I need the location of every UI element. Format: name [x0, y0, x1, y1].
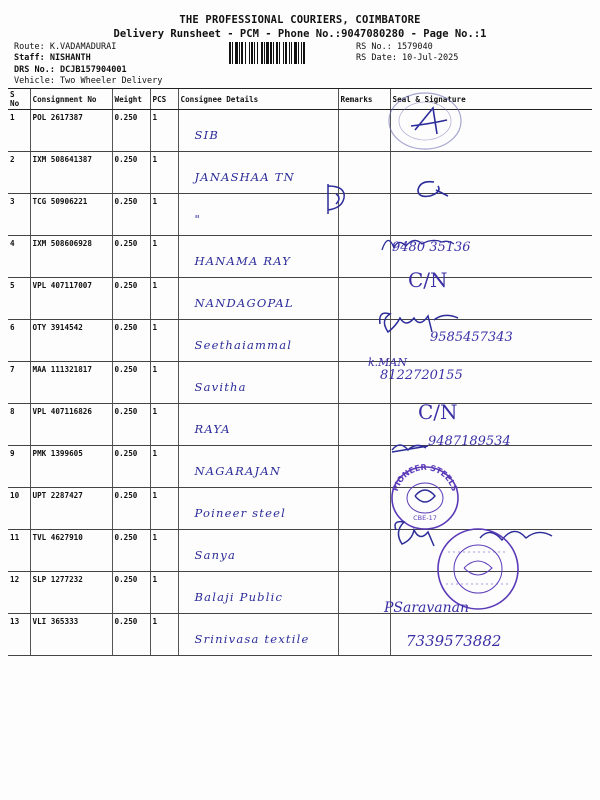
consignee-handwriting: Poineer steel	[194, 506, 286, 520]
cell-consignment-no: IXM 508606928	[30, 236, 112, 278]
table-row	[8, 278, 592, 320]
cell-pcs: 1	[150, 194, 178, 236]
cell-consignee	[178, 530, 338, 572]
table-header-row	[8, 89, 592, 110]
cell-pcs: 1	[150, 278, 178, 320]
cell-consignee	[178, 614, 338, 656]
consignee-handwriting: "	[194, 212, 201, 226]
barcode-bar	[254, 42, 255, 64]
document-subtitle: Delivery Runsheet - PCM - Phone No.:9047080280 - Page No.:1	[113, 28, 487, 40]
staff-label: Staff: NISHANTH	[14, 53, 91, 63]
cell-consignment-no: VLI 365333	[30, 614, 112, 656]
signature-row9	[390, 438, 430, 458]
cell-consignment-no: TCG 50906221	[30, 194, 112, 236]
consignee-handwriting: SIB	[194, 128, 219, 142]
consignee-handwriting: NANDAGOPAL	[194, 296, 294, 310]
cell-consignment-no: TVL 4627910	[30, 530, 112, 572]
cell-sno: 12	[8, 572, 30, 614]
cell-consignee	[178, 404, 338, 446]
col-header-pcs: PCS	[150, 89, 178, 110]
cell-weight: 0.250	[112, 404, 150, 446]
cell-consignee	[178, 110, 338, 152]
stamp-text-bottom: CBE-17	[413, 514, 437, 522]
consignee-handwriting: HANAMA RAY	[194, 254, 292, 268]
cell-consignment-no: IXM 508641387	[30, 152, 112, 194]
barcode-bar	[283, 42, 284, 64]
barcode-bar	[257, 42, 258, 64]
barcode-bar	[245, 42, 246, 64]
barcode-bar	[235, 42, 238, 64]
cell-consignment-no: VPL 407116826	[30, 404, 112, 446]
svg-text:PIONEER STEELS	[391, 463, 459, 493]
table-row	[8, 236, 592, 278]
name-row7: k.MAN	[368, 356, 407, 369]
cell-sno: 9	[8, 446, 30, 488]
cell-consignee	[178, 152, 338, 194]
barcode-bar	[249, 42, 250, 64]
cell-sno: 11	[8, 530, 30, 572]
cell-weight: 0.250	[112, 530, 150, 572]
consignee-handwriting: NAGARAJAN	[194, 464, 282, 478]
barcode-bar	[301, 42, 302, 64]
barcode-bar	[232, 42, 233, 64]
col-header-seal: Seal & Signature	[390, 89, 592, 110]
cell-sno: 4	[8, 236, 30, 278]
cell-consignment-no: PMK 1399605	[30, 446, 112, 488]
cell-pcs: 1	[150, 572, 178, 614]
cell-consignee	[178, 194, 338, 236]
barcode-bar	[229, 42, 231, 64]
drs-number: DRS No.: DCJB157904001	[14, 65, 127, 75]
barcode-bar	[289, 42, 290, 64]
cell-consignment-no: POL 2617387	[30, 110, 112, 152]
table-row	[8, 194, 592, 236]
cell-weight: 0.250	[112, 152, 150, 194]
cell-pcs: 1	[150, 362, 178, 404]
rs-date: RS Date: 10-Jul-2025	[356, 53, 459, 63]
rs-number: RS No.: 1579040	[356, 42, 433, 52]
cell-consignee	[178, 236, 338, 278]
cell-pcs: 1	[150, 614, 178, 656]
barcode-bar	[285, 42, 287, 64]
signature-row2-flourish	[322, 180, 352, 218]
consignee-handwriting: Savitha	[194, 380, 247, 394]
barcode-bar	[298, 42, 299, 64]
cell-consignment-no: UPT 2287427	[30, 488, 112, 530]
col-header-weight: Weight	[112, 89, 150, 110]
barcode-bar	[239, 42, 240, 64]
cell-pcs: 1	[150, 488, 178, 530]
consignee-handwriting: Srinivasa textile	[194, 632, 310, 646]
cell-remarks	[338, 110, 390, 152]
barcode-bar	[261, 42, 263, 64]
cell-consignee	[178, 488, 338, 530]
barcode-bar	[291, 42, 292, 64]
phone-row6: 9585457343	[430, 330, 513, 345]
barcode-bar	[273, 42, 274, 64]
cell-consignee	[178, 362, 338, 404]
consignee-handwriting: RAYA	[194, 422, 231, 436]
cell-remarks	[338, 404, 390, 446]
phone-row13: 7339573882	[406, 632, 502, 650]
cell-remarks	[338, 572, 390, 614]
cell-remarks	[338, 446, 390, 488]
cell-sno: 10	[8, 488, 30, 530]
barcode-bar	[294, 42, 297, 64]
barcode-bar	[241, 42, 243, 64]
cell-sno: 1	[8, 110, 30, 152]
cell-consignment-no: MAA 111321817	[30, 362, 112, 404]
cell-sno: 5	[8, 278, 30, 320]
cell-consignee	[178, 446, 338, 488]
cell-remarks	[338, 488, 390, 530]
barcode-bar	[276, 42, 278, 64]
route-label: Route: K.VADAMADURAI	[14, 42, 117, 52]
cell-weight: 0.250	[112, 110, 150, 152]
cell-weight: 0.250	[112, 488, 150, 530]
cell-consignee	[178, 278, 338, 320]
cell-consignment-no: VPL 407117007	[30, 278, 112, 320]
cell-weight: 0.250	[112, 194, 150, 236]
consignee-handwriting: Sanya	[194, 548, 236, 562]
cell-pcs: 1	[150, 404, 178, 446]
phone-row4: 9480 35136	[392, 240, 471, 255]
cell-sno: 7	[8, 362, 30, 404]
cell-weight: 0.250	[112, 278, 150, 320]
table-row	[8, 362, 592, 404]
phone-row9: 9487189534	[428, 434, 511, 449]
cell-sno: 6	[8, 320, 30, 362]
cell-pcs: 1	[150, 236, 178, 278]
cell-pcs: 1	[150, 152, 178, 194]
name-row13: PSaravanan	[384, 600, 470, 616]
consignee-handwriting: Balaji Public	[194, 590, 284, 604]
cell-consignment-no: OTY 3914542	[30, 320, 112, 362]
barcode-bar	[251, 42, 253, 64]
vehicle-label: Vehicle: Two Wheeler Delivery	[14, 76, 163, 86]
cell-weight: 0.250	[112, 320, 150, 362]
barcode-bar	[279, 42, 280, 64]
col-header-consignment: Consignment No	[30, 89, 112, 110]
barcode-bar	[264, 42, 265, 64]
col-header-sno: S No	[8, 89, 30, 110]
cell-consignee	[178, 320, 338, 362]
cell-sno: 8	[8, 404, 30, 446]
table-row	[8, 446, 592, 488]
cell-sno: 13	[8, 614, 30, 656]
cn-row8: C/N	[418, 400, 458, 424]
cell-consignment-no: SLP 1277232	[30, 572, 112, 614]
cell-remarks	[338, 530, 390, 572]
phone-row7: 8122720155	[380, 368, 463, 383]
cell-pcs: 1	[150, 530, 178, 572]
seal-stamp-row1	[385, 90, 465, 152]
table-row	[8, 152, 592, 194]
signature-row3	[412, 176, 452, 202]
stamp-text-top: PIONEER STEELS	[390, 462, 460, 493]
cell-weight: 0.250	[112, 572, 150, 614]
cell-pcs: 1	[150, 110, 178, 152]
col-header-consignee: Consignee Details	[178, 89, 338, 110]
col-header-remarks: Remarks	[338, 89, 390, 110]
table-row	[8, 110, 592, 152]
barcode-bar	[270, 42, 272, 64]
cell-remarks	[338, 614, 390, 656]
cell-weight: 0.250	[112, 446, 150, 488]
consignee-handwriting: JANASHAA TN	[194, 170, 295, 184]
document-title: THE PROFESSIONAL COURIERS, COIMBATORE	[179, 14, 421, 26]
barcode-bar	[303, 42, 305, 64]
cn-row5: C/N	[408, 268, 448, 292]
cell-pcs: 1	[150, 320, 178, 362]
cell-weight: 0.250	[112, 236, 150, 278]
consignee-handwriting: Seethaiammal	[194, 338, 293, 352]
cell-pcs: 1	[150, 446, 178, 488]
barcode-bar	[266, 42, 269, 64]
barcode	[228, 42, 350, 64]
cell-weight: 0.250	[112, 362, 150, 404]
table-row	[8, 614, 592, 656]
cell-sno: 3	[8, 194, 30, 236]
cell-consignee	[178, 572, 338, 614]
cell-weight: 0.250	[112, 614, 150, 656]
cell-sno: 2	[8, 152, 30, 194]
